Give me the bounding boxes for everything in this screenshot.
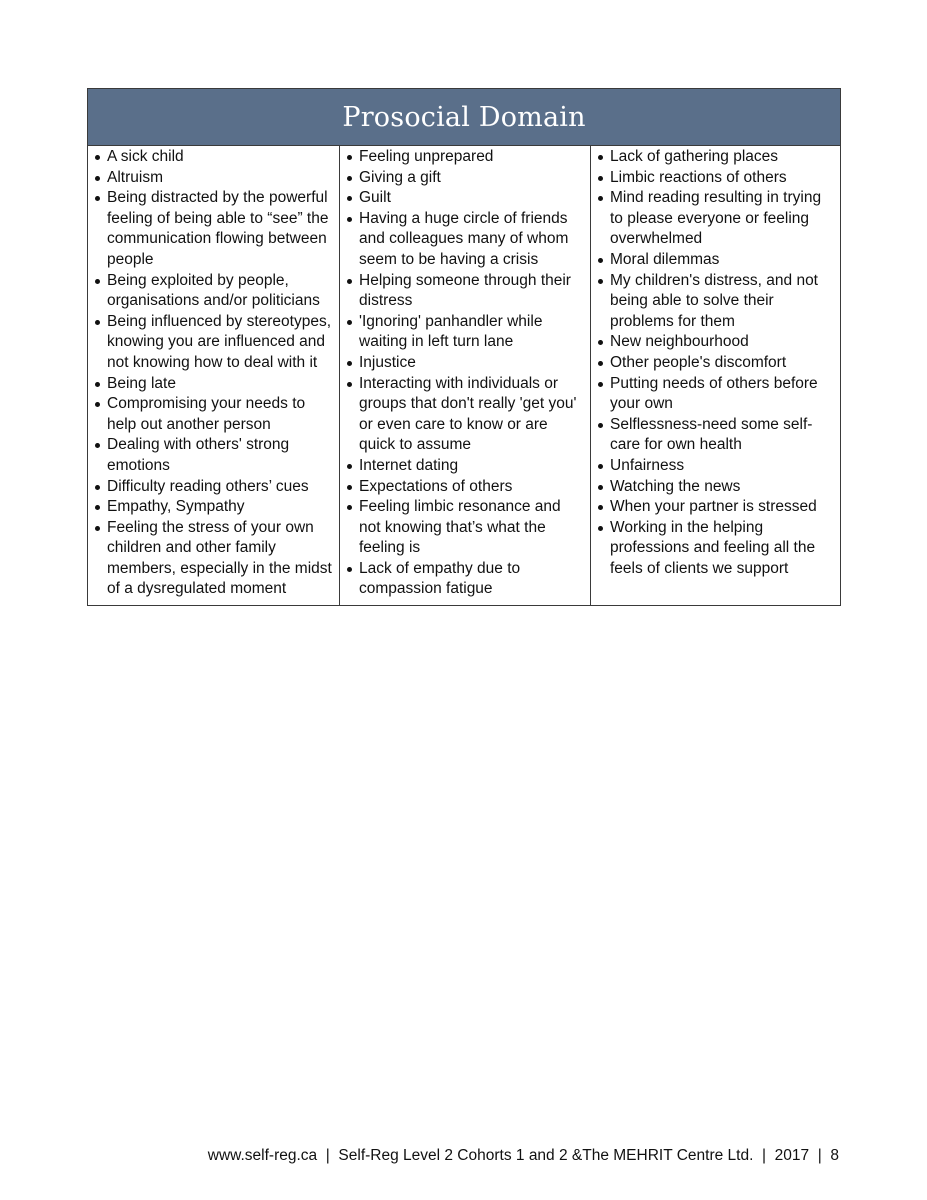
list-item: Selflessness-need some self-care for own health bbox=[595, 415, 836, 456]
list-item: Giving a gift bbox=[344, 168, 586, 189]
column-2 bbox=[339, 146, 590, 605]
list-item: Compromising your needs to help out another person bbox=[92, 394, 335, 435]
stressor-list-3 bbox=[595, 147, 836, 579]
list-item: Helping someone through their distress bbox=[344, 271, 586, 312]
stressor-list-2 bbox=[344, 147, 586, 600]
column-1 bbox=[88, 146, 339, 605]
list-item: Dealing with others' strong emotions bbox=[92, 435, 335, 476]
list-item: Being late bbox=[92, 374, 335, 395]
list-item: Being distracted by the powerful feeling of being able to “see” the communication flowing between people bbox=[92, 188, 335, 270]
table-title: Prosocial Domain bbox=[342, 101, 586, 133]
list-item: New neighbourhood bbox=[595, 332, 836, 353]
list-item: Internet dating bbox=[344, 456, 586, 477]
table-header bbox=[88, 89, 840, 146]
column-3 bbox=[590, 146, 840, 605]
list-item: Feeling unprepared bbox=[344, 147, 586, 168]
list-item: Lack of gathering places bbox=[595, 147, 836, 168]
table-columns bbox=[88, 146, 840, 605]
list-item: Other people's discomfort bbox=[595, 353, 836, 374]
page-footer: www.self-reg.ca | Self-Reg Level 2 Cohorts 1 and 2 &The MEHRIT Centre Ltd. | 2017 | 8 bbox=[207, 1147, 839, 1164]
list-item: Interacting with individuals or groups that don't really 'get you' or even care to know or are quick to assume bbox=[344, 374, 586, 456]
list-item: Moral dilemmas bbox=[595, 250, 836, 271]
list-item: When your partner is stressed bbox=[595, 497, 836, 518]
list-item: Altruism bbox=[92, 168, 335, 189]
list-item: Working in the helping professions and feeling all the feels of clients we support bbox=[595, 518, 836, 580]
list-item: Mind reading resulting in trying to please everyone or feeling overwhelmed bbox=[595, 188, 836, 250]
list-item: Injustice bbox=[344, 353, 586, 374]
list-item: Feeling limbic resonance and not knowing that’s what the feeling is bbox=[344, 497, 586, 559]
list-item: My children's distress, and not being able to solve their problems for them bbox=[595, 271, 836, 333]
list-item: Watching the news bbox=[595, 477, 836, 498]
stressor-list-1 bbox=[92, 147, 335, 600]
list-item: Putting needs of others before your own bbox=[595, 374, 836, 415]
list-item: Empathy, Sympathy bbox=[92, 497, 335, 518]
list-item: A sick child bbox=[92, 147, 335, 168]
list-item: Having a huge circle of friends and colleagues many of whom seem to be having a crisis bbox=[344, 209, 586, 271]
list-item: Lack of empathy due to compassion fatigue bbox=[344, 559, 586, 600]
list-item: Being exploited by people, organisations and/or politicians bbox=[92, 271, 335, 312]
list-item: Limbic reactions of others bbox=[595, 168, 836, 189]
list-item: 'Ignoring' panhandler while waiting in left turn lane bbox=[344, 312, 586, 353]
list-item: Difficulty reading others’ cues bbox=[92, 477, 335, 498]
list-item: Feeling the stress of your own children and other family members, especially in the midst of a dysregulated moment bbox=[92, 518, 335, 600]
list-item: Guilt bbox=[344, 188, 586, 209]
list-item: Unfairness bbox=[595, 456, 836, 477]
prosocial-domain-table bbox=[87, 88, 841, 606]
list-item: Expectations of others bbox=[344, 477, 586, 498]
list-item: Being influenced by stereotypes, knowing you are influenced and not knowing how to deal with it bbox=[92, 312, 335, 374]
